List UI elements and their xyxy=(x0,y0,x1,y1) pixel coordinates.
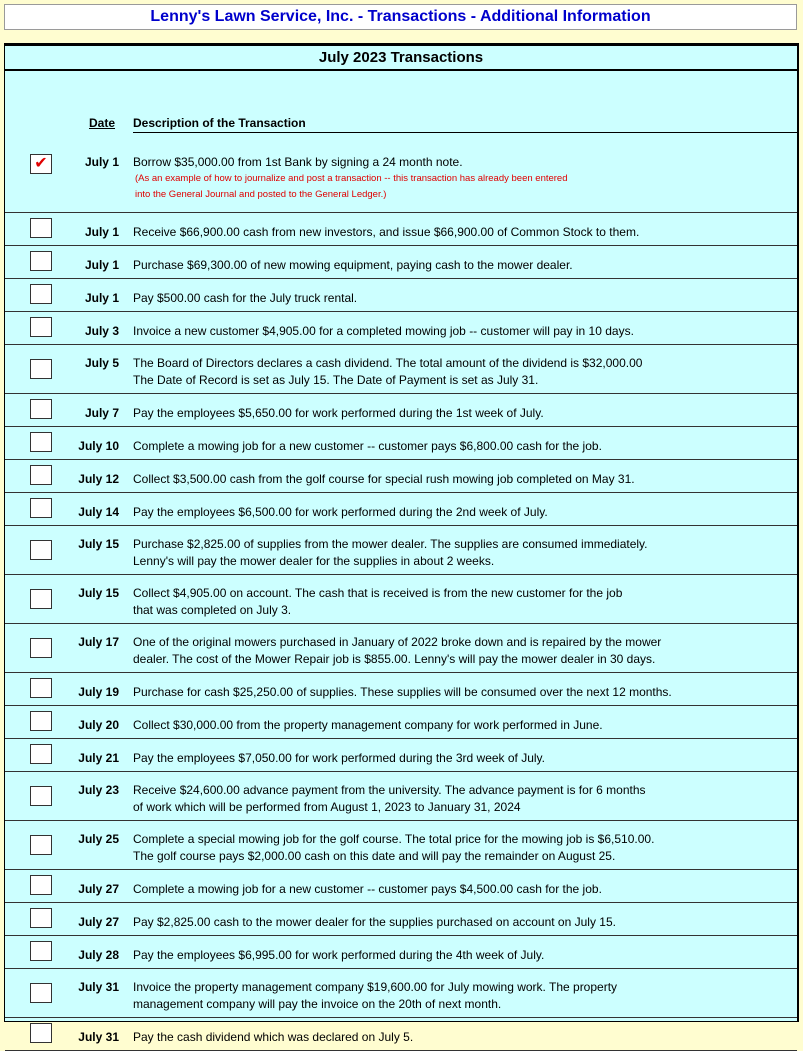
transaction-description xyxy=(133,634,773,668)
transaction-description xyxy=(133,717,773,734)
page-header: Lenny's Lawn Service, Inc. - Transactions - Additional Information xyxy=(4,4,797,30)
column-headers xyxy=(5,71,797,142)
transaction-description xyxy=(133,782,773,816)
transaction-row xyxy=(5,246,797,279)
transaction-row xyxy=(5,394,797,427)
example-note: (As an example of how to journalize and post a transaction -- this transaction has already been entered xyxy=(135,173,568,184)
description-line: Pay the employees $6,995.00 for work performed during the 4th week of July. xyxy=(133,948,545,962)
transaction-date: July 15 xyxy=(78,586,119,600)
transaction-description xyxy=(133,471,773,488)
description-line: Borrow $35,000.00 from 1st Bank by signing a 24 month note. xyxy=(133,155,463,169)
description-line: Collect $4,905.00 on account. The cash that is received is from the new customer for the job xyxy=(133,586,623,600)
transaction-checkbox[interactable] xyxy=(30,317,52,337)
transaction-date: July 10 xyxy=(78,439,119,453)
description-line: Purchase $69,300.00 of new mowing equipment, paying cash to the mower dealer. xyxy=(133,258,573,272)
transaction-checkbox[interactable] xyxy=(30,744,52,764)
description-line: that was completed on July 3. xyxy=(133,603,292,617)
transaction-date: July 27 xyxy=(78,915,119,929)
transaction-checkbox[interactable] xyxy=(30,432,52,452)
transaction-description xyxy=(133,585,773,619)
transaction-date: July 1 xyxy=(84,155,119,169)
transaction-row xyxy=(5,1018,797,1051)
transaction-row xyxy=(5,673,797,706)
transaction-date: July 12 xyxy=(78,472,119,486)
transaction-description xyxy=(133,257,773,274)
transaction-row xyxy=(5,624,797,673)
transactions-panel xyxy=(4,43,799,1044)
description-line: One of the original mowers purchased in January of 2022 broke down and is repaired by the mower xyxy=(133,635,662,649)
transaction-row xyxy=(5,493,797,526)
description-line: Pay the employees $5,650.00 for work performed during the 1st week of July. xyxy=(133,406,544,420)
transaction-description xyxy=(133,290,773,307)
transaction-checkbox[interactable] xyxy=(30,251,52,271)
transaction-checkbox[interactable] xyxy=(30,154,52,174)
transaction-row xyxy=(5,969,797,1018)
transaction-row xyxy=(5,279,797,312)
description-line: Complete a mowing job for a new customer -- customer pays $6,800.00 cash for the job. xyxy=(133,439,602,453)
transaction-row xyxy=(5,870,797,903)
description-line: Complete a special mowing job for the golf course. The total price for the mowing job is $6,510.00. xyxy=(133,832,655,846)
transaction-date: July 19 xyxy=(78,685,119,699)
transaction-row xyxy=(5,345,797,394)
description-line: Lenny's will pay the mower dealer for the supplies in about 2 weeks. xyxy=(133,554,495,568)
transaction-row xyxy=(5,427,797,460)
transaction-checkbox[interactable] xyxy=(30,711,52,731)
transaction-checkbox[interactable] xyxy=(30,1023,52,1043)
transaction-checkbox[interactable] xyxy=(30,284,52,304)
description-line: Invoice a new customer $4,905.00 for a completed mowing job -- customer will pay in 10 days. xyxy=(133,324,634,338)
transaction-description xyxy=(133,536,773,570)
transactions-list xyxy=(5,142,797,1051)
transaction-row xyxy=(5,936,797,969)
transaction-description xyxy=(133,684,773,701)
transaction-row xyxy=(5,142,797,213)
transaction-description xyxy=(133,750,773,767)
transaction-row xyxy=(5,526,797,575)
transaction-row xyxy=(5,772,797,821)
description-line: Pay the cash dividend which was declared on July 5. xyxy=(133,1030,414,1044)
transaction-checkbox[interactable] xyxy=(30,908,52,928)
description-line: Complete a mowing job for a new customer -- customer pays $4,500.00 cash for the job. xyxy=(133,882,602,896)
transaction-description xyxy=(133,1029,773,1046)
transaction-description xyxy=(133,881,773,898)
transaction-checkbox[interactable] xyxy=(30,589,52,609)
transaction-date: July 17 xyxy=(78,635,119,649)
description-line: Pay the employees $7,050.00 for work performed during the 3rd week of July. xyxy=(133,751,546,765)
transaction-checkbox[interactable] xyxy=(30,465,52,485)
transaction-checkbox[interactable] xyxy=(30,399,52,419)
transaction-description xyxy=(133,224,773,241)
panel-title: July 2023 Transactions xyxy=(5,44,797,71)
transaction-description xyxy=(133,504,773,521)
transaction-description xyxy=(133,154,773,203)
transaction-row xyxy=(5,460,797,493)
transaction-row xyxy=(5,312,797,345)
transaction-description xyxy=(133,831,773,865)
transaction-checkbox[interactable] xyxy=(30,678,52,698)
transaction-date: July 31 xyxy=(78,980,119,994)
transaction-date: July 1 xyxy=(84,225,119,239)
description-column-header: Description of the Transaction xyxy=(133,116,798,133)
transaction-row xyxy=(5,821,797,870)
transaction-date: July 1 xyxy=(84,258,119,272)
description-line: Collect $30,000.00 from the property management company for work performed in June. xyxy=(133,718,603,732)
transaction-date: July 21 xyxy=(78,751,119,765)
description-line: The golf course pays $2,000.00 cash on this date and will pay the remainder on August 25. xyxy=(133,849,616,863)
description-line: Receive $66,900.00 cash from new investors, and issue $66,900.00 of Common Stock to them. xyxy=(133,225,640,239)
transaction-row xyxy=(5,213,797,246)
description-line: Pay $500.00 cash for the July truck rental. xyxy=(133,291,358,305)
description-line: Pay the employees $6,500.00 for work performed during the 2nd week of July. xyxy=(133,505,548,519)
transaction-description xyxy=(133,405,773,422)
transaction-description xyxy=(133,355,773,389)
transaction-checkbox[interactable] xyxy=(30,498,52,518)
transaction-date: July 14 xyxy=(78,505,119,519)
transaction-date: July 31 xyxy=(78,1030,119,1044)
description-line: Collect $3,500.00 cash from the golf course for special rush mowing job completed on May 31. xyxy=(133,472,635,486)
transaction-checkbox[interactable] xyxy=(30,638,52,658)
description-line: dealer. The cost of the Mower Repair job is $855.00. Lenny's will pay the mower dealer in 30 days. xyxy=(133,652,656,666)
transaction-row xyxy=(5,739,797,772)
transaction-date: July 1 xyxy=(84,291,119,305)
date-column-header: Date xyxy=(88,116,115,130)
transaction-date: July 25 xyxy=(78,832,119,846)
transaction-date: July 27 xyxy=(78,882,119,896)
description-line: Pay $2,825.00 cash to the mower dealer for the supplies purchased on account on July 15. xyxy=(133,915,616,929)
transaction-checkbox[interactable] xyxy=(30,786,52,806)
transaction-row xyxy=(5,575,797,624)
transaction-row xyxy=(5,706,797,739)
transaction-checkbox[interactable] xyxy=(30,835,52,855)
transaction-date: July 28 xyxy=(78,948,119,962)
description-line: Invoice the property management company $19,600.00 for July mowing work. The property xyxy=(133,980,618,994)
transaction-description xyxy=(133,323,773,340)
transaction-checkbox[interactable] xyxy=(30,983,52,1003)
checkmark-icon: ✔ xyxy=(34,155,48,172)
description-line: The Date of Record is set as July 15. The Date of Payment is set as July 31. xyxy=(133,373,539,387)
transaction-date: July 7 xyxy=(84,406,119,420)
description-line: The Board of Directors declares a cash dividend. The total amount of the dividend is $32,000.00 xyxy=(133,356,643,370)
transaction-date: July 23 xyxy=(78,783,119,797)
description-line: management company will pay the invoice on the 20th of next month. xyxy=(133,997,502,1011)
transaction-description xyxy=(133,914,773,931)
transaction-date: July 20 xyxy=(78,718,119,732)
transaction-checkbox[interactable] xyxy=(30,359,52,379)
transaction-checkbox[interactable] xyxy=(30,540,52,560)
transaction-checkbox[interactable] xyxy=(30,875,52,895)
transaction-description xyxy=(133,979,773,1013)
transaction-date: July 15 xyxy=(78,537,119,551)
description-line: Receive $24,600.00 advance payment from the university. The advance payment is for 6 months xyxy=(133,783,646,797)
transaction-description xyxy=(133,438,773,455)
transaction-date: July 3 xyxy=(84,324,119,338)
description-line: Purchase $2,825.00 of supplies from the mower dealer. The supplies are consumed immediately. xyxy=(133,537,648,551)
transaction-checkbox[interactable] xyxy=(30,941,52,961)
transaction-date: July 5 xyxy=(84,356,119,370)
transaction-row xyxy=(5,903,797,936)
transaction-description xyxy=(133,947,773,964)
transaction-checkbox[interactable] xyxy=(30,218,52,238)
description-line: of work which will be performed from August 1, 2023 to January 31, 2024 xyxy=(133,800,521,814)
description-line: Purchase for cash $25,250.00 of supplies. These supplies will be consumed over the next 12 months. xyxy=(133,685,672,699)
example-note: into the General Journal and posted to the General Ledger.) xyxy=(135,189,387,200)
